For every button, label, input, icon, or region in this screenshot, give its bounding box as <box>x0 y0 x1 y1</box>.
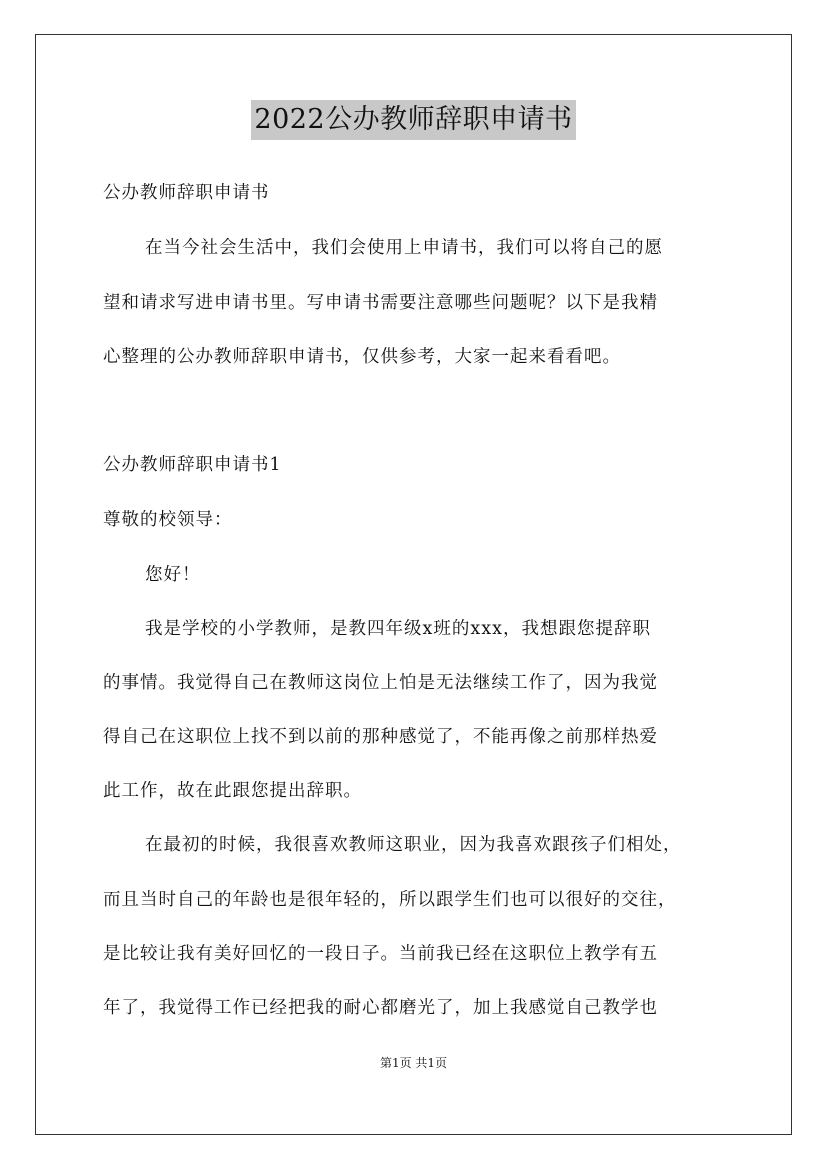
paragraph-line: 年了，我觉得工作已经把我的耐心都磨光了，加上我感觉自己教学也 <box>103 998 658 1018</box>
paragraph-line: 的事情。我觉得自己在教师这岗位上怕是无法继续工作了，因为我觉 <box>103 673 658 693</box>
paragraph-line: 而且当时自己的年龄也是很年轻的，所以跟学生们也可以很好的交往， <box>103 890 677 910</box>
paragraph-line: 望和请求写进申请书里。写申请书需要注意哪些问题呢？以下是我精 <box>103 293 658 313</box>
document-title: 2022公办教师辞职申请书 <box>251 100 575 140</box>
paragraph-line: 此工作，故在此跟您提出辞职。 <box>103 781 362 801</box>
greeting: 您好！ <box>145 565 201 585</box>
paragraph-line: 在最初的时候，我很喜欢教师这职业，因为我喜欢跟孩子们相处， <box>145 835 682 855</box>
paragraph-line: 得自己在这职位上找不到以前的那种感觉了，不能再像之前那样热爱 <box>103 727 658 747</box>
page-footer: 第1页 共1页 <box>379 1056 448 1070</box>
paragraph-line: 是比较让我有美好回忆的一段日子。当前我已经在这职位上教学有五 <box>103 944 658 964</box>
paragraph-line: 我是学校的小学教师，是教四年级x班的xxx，我想跟您提辞职 <box>145 619 651 639</box>
salutation: 尊敬的校领导： <box>103 510 233 530</box>
title-container <box>0 100 827 140</box>
section-heading: 公办教师辞职申请书1 <box>103 455 282 475</box>
section-heading: 公办教师辞职申请书 <box>103 183 270 203</box>
paragraph-line: 心整理的公办教师辞职申请书，仅供参考，大家一起来看看吧。 <box>103 347 621 367</box>
paragraph-line: 在当今社会生活中，我们会使用上申请书，我们可以将自己的愿 <box>145 238 663 258</box>
